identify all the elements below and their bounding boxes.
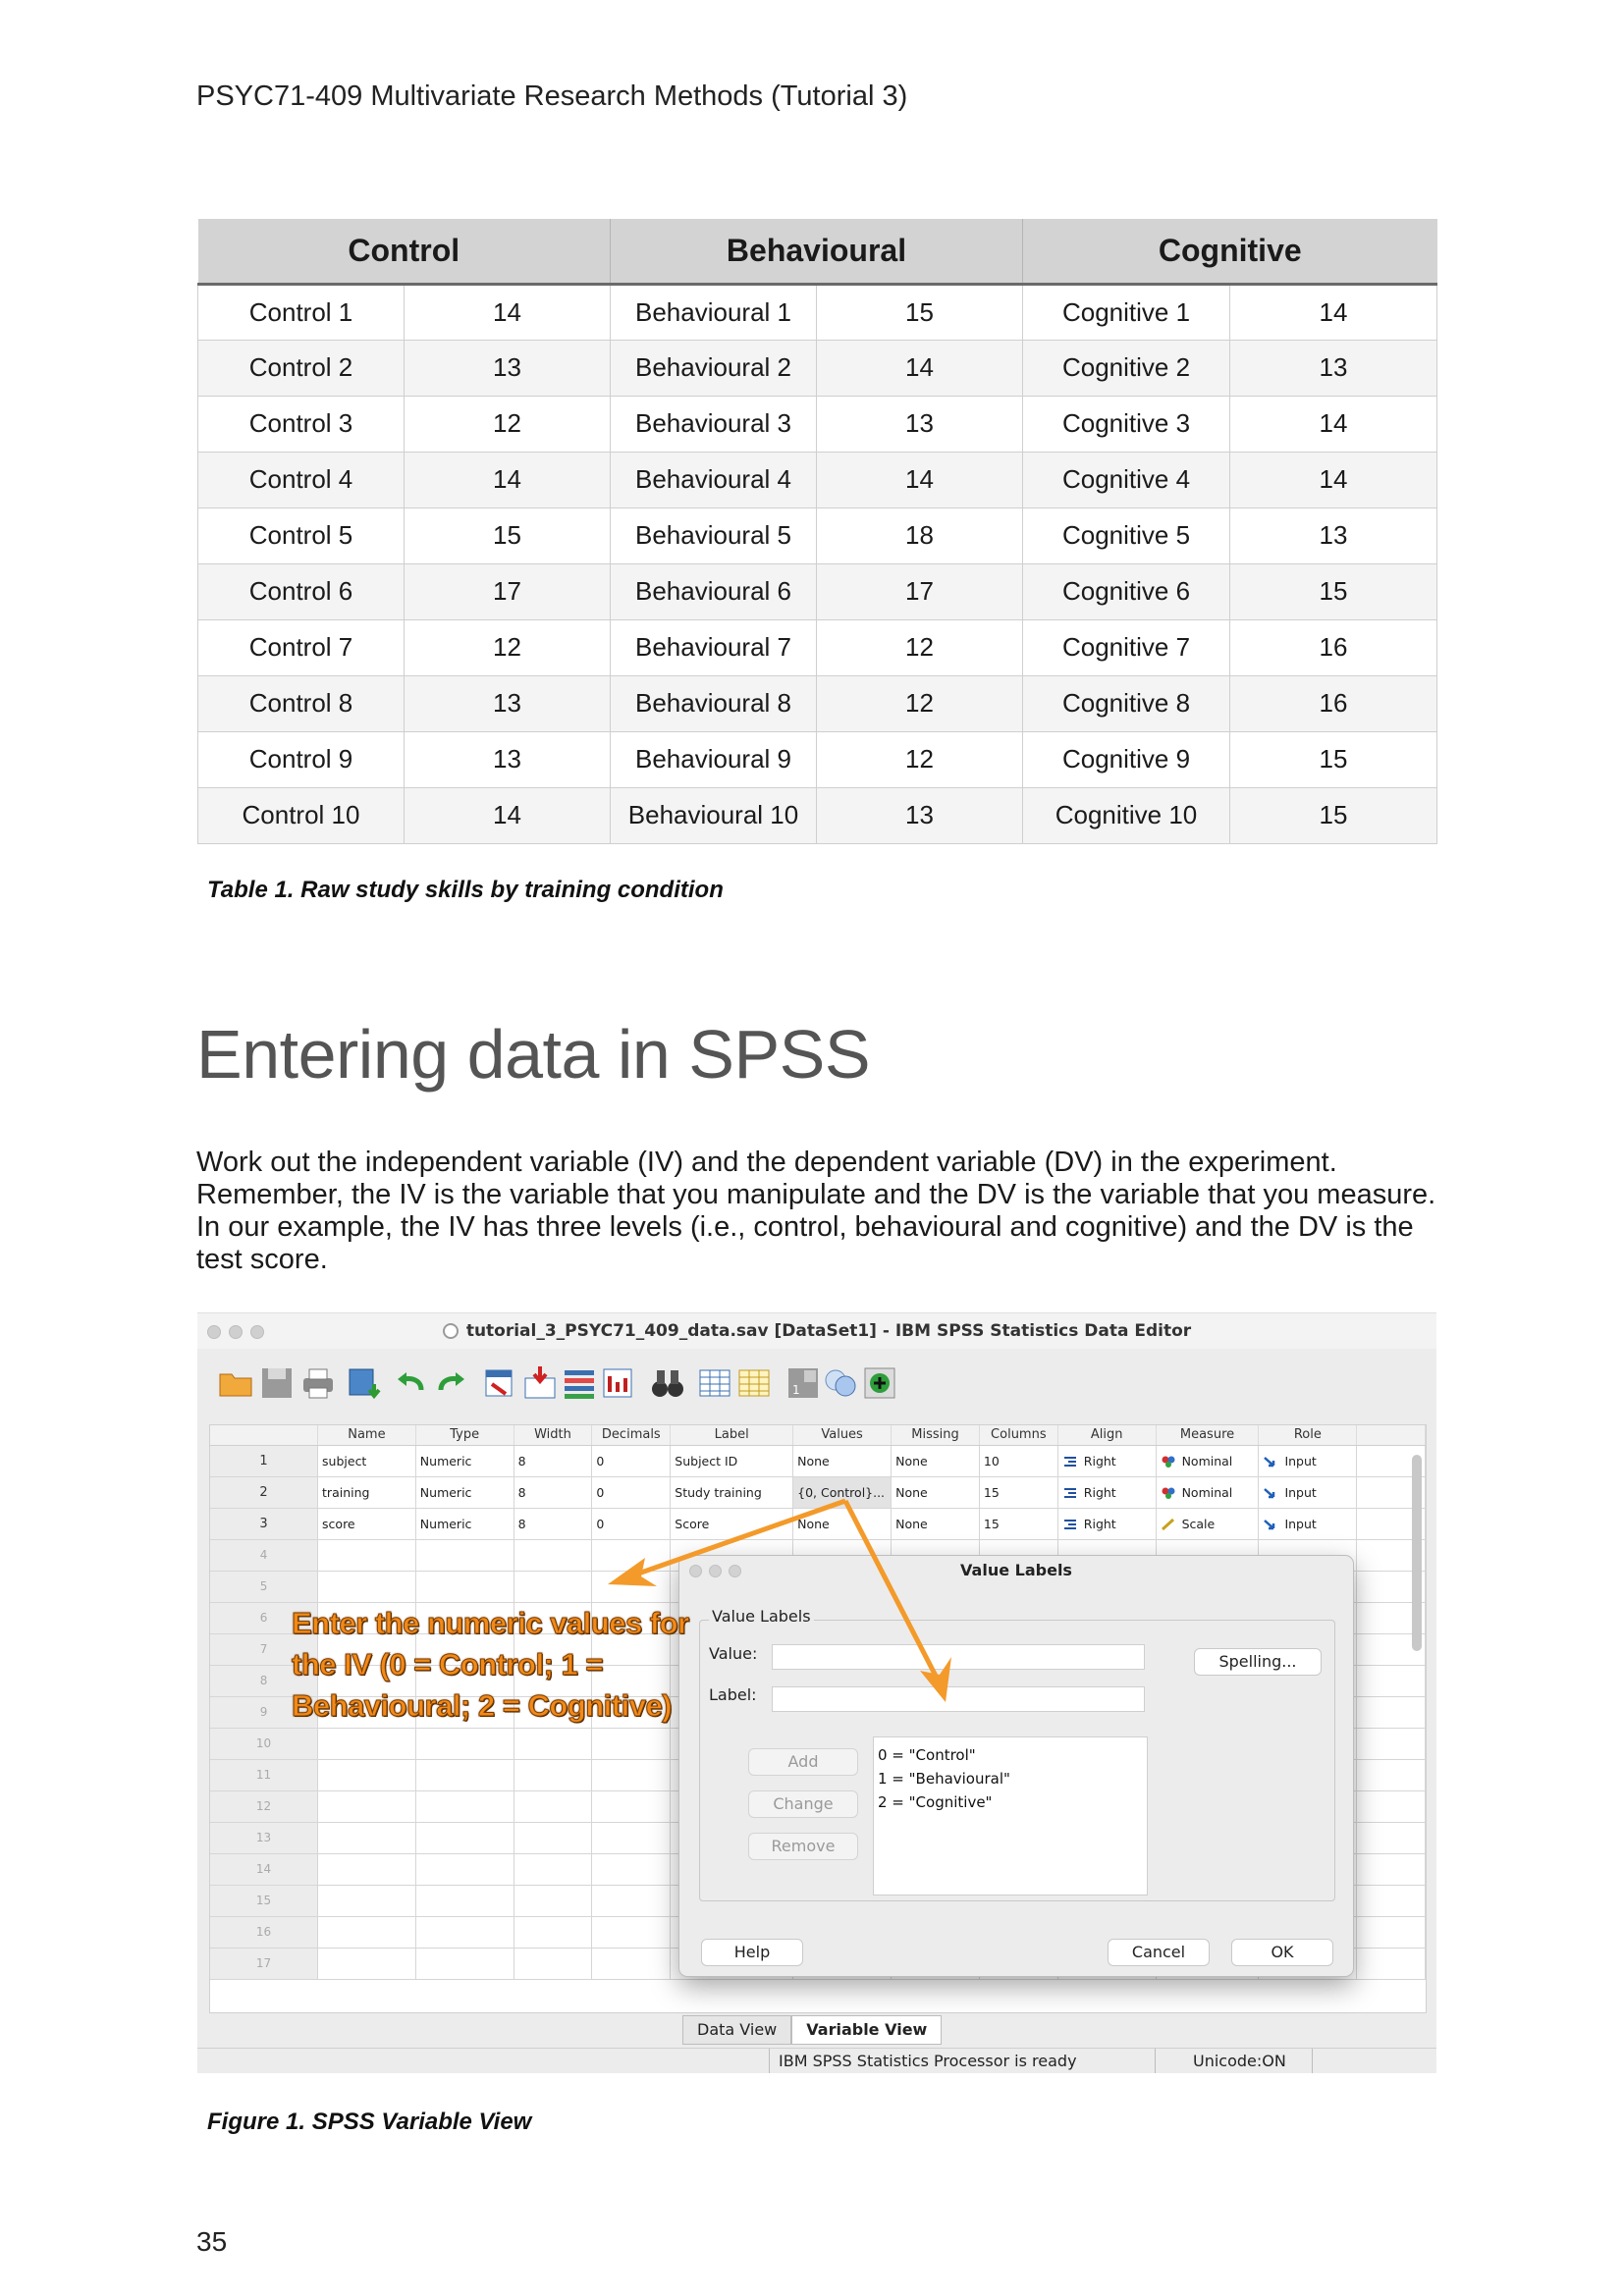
col-missing[interactable]: Missing [892,1425,980,1445]
status-separator [769,2049,770,2073]
col-decimals[interactable]: Decimals [592,1425,671,1445]
score-cell: 16 [1230,619,1437,675]
cell-columns[interactable] [979,1445,1057,1476]
empty-cell[interactable] [415,1916,514,1948]
score-cell: 14 [817,340,1023,396]
empty-cell[interactable] [592,1790,671,1822]
row-number[interactable]: 2 [210,1476,318,1508]
score-cell: 15 [1230,563,1437,619]
score-cell: 14 [1230,284,1437,340]
cell-label[interactable] [671,1508,793,1539]
cell-role-text: Input [1284,1516,1317,1531]
cell-width-text: 8 [517,1516,526,1531]
participant-cell: Cognitive 5 [1023,507,1230,563]
empty-cell[interactable] [514,1853,592,1885]
minimize-window-button[interactable] [229,1325,243,1339]
score-cell: 15 [817,284,1023,340]
annotation-callout: Enter the numeric values for the IV (0 = Control; 1 = Behavioural; 2 = Cognitive) [292,1606,689,1723]
input-role-icon [1263,1456,1278,1468]
participant-cell: Control 4 [198,452,405,507]
value-field-label: Value: [709,1644,758,1663]
table-row [198,619,1437,675]
col-role[interactable]: Role [1259,1425,1357,1445]
participant-cell: Behavioural 2 [611,340,817,396]
cell-align-text: Right [1083,1453,1116,1468]
row-number[interactable]: 16 [210,1916,318,1948]
empty-cell[interactable] [1357,1728,1426,1759]
empty-cell[interactable] [592,1571,671,1602]
run-descriptives-icon[interactable] [600,1364,637,1402]
processor-status: IBM SPSS Statistics Processor is ready [779,2052,1077,2070]
zoom-window-button[interactable] [250,1325,264,1339]
cell-width[interactable] [514,1476,592,1508]
row-number[interactable]: 13 [210,1822,318,1853]
empty-cell[interactable] [1357,1885,1426,1916]
cell-columns-text: 10 [983,1453,1000,1468]
row-number[interactable]: 1 [210,1445,318,1476]
cell-name[interactable] [318,1476,416,1508]
score-cell: 13 [1230,340,1437,396]
view-tabs [682,2015,942,2045]
participant-cell: Control 5 [198,507,405,563]
window-title: tutorial_3_PSYC71_409_data.sav [DataSet1] - IBM SPSS Statistics Data Editor [465,1321,1192,1341]
participant-cell: Behavioural 3 [611,396,817,452]
table-header-row [198,219,1437,284]
col-type[interactable]: Type [415,1425,514,1445]
participant-cell: Cognitive 6 [1023,563,1230,619]
table-row [198,340,1437,396]
cell-columns-text: 15 [983,1516,1000,1531]
variable-row[interactable] [210,1508,1426,1539]
redo-icon[interactable] [433,1364,470,1402]
participant-cell: Control 1 [198,284,405,340]
participant-cell: Control 6 [198,563,405,619]
print-icon[interactable] [299,1364,337,1402]
cell-type-text: Numeric [419,1516,472,1531]
empty-cell[interactable] [318,1916,416,1948]
spss-screenshot [197,1312,1436,2073]
cell-name[interactable] [318,1445,416,1476]
score-cell: 14 [405,284,611,340]
score-cell: 14 [405,787,611,843]
tab-variable-view[interactable]: Variable View [791,2015,942,2045]
svg-text:1: 1 [792,1383,800,1397]
table-row [198,787,1437,843]
empty-cell[interactable] [1357,1696,1426,1728]
cell-decimals-text: 0 [596,1484,605,1500]
table-row [198,452,1437,507]
row-number[interactable]: 14 [210,1853,318,1885]
row-number[interactable]: 11 [210,1759,318,1790]
score-cell: 17 [817,563,1023,619]
score-cell: 13 [405,675,611,731]
undo-icon[interactable] [392,1364,429,1402]
variable-header-row [210,1425,1426,1445]
empty-cell[interactable] [415,1853,514,1885]
cell-columns-text: 15 [983,1484,1000,1500]
empty-cell[interactable] [415,1759,514,1790]
raw-scores-table [197,219,1437,844]
value-input[interactable] [772,1644,1145,1670]
cell-name-text: score [322,1516,355,1531]
participant-cell: Behavioural 1 [611,284,817,340]
participant-cell: Control 10 [198,787,405,843]
score-cell: 13 [1230,507,1437,563]
cell-measure[interactable] [1156,1508,1259,1539]
table-row [198,563,1437,619]
participant-cell: Cognitive 8 [1023,675,1230,731]
cell-width-text: 8 [517,1453,526,1468]
close-window-button[interactable] [207,1325,221,1339]
cell-type[interactable] [415,1476,514,1508]
empty-cell[interactable] [318,1728,416,1759]
cell-decimals-text: 0 [596,1516,605,1531]
empty-cell[interactable] [1357,1822,1426,1853]
empty-cell[interactable] [514,1759,592,1790]
cell-type[interactable] [415,1445,514,1476]
empty-cell[interactable] [1357,1916,1426,1948]
score-cell: 13 [817,396,1023,452]
participant-cell: Cognitive 10 [1023,787,1230,843]
open-folder-icon[interactable] [217,1364,254,1402]
empty-cell[interactable] [318,1539,416,1571]
variable-row[interactable] [210,1445,1426,1476]
goto-variable-icon[interactable] [521,1364,559,1402]
participant-cell: Control 2 [198,340,405,396]
empty-cell[interactable] [592,1948,671,1979]
empty-cell[interactable] [415,1822,514,1853]
row-number[interactable]: 9 [210,1696,318,1728]
cell-values-text: None [797,1453,830,1468]
insert-variable-icon[interactable] [735,1364,773,1402]
col-align[interactable]: Align [1057,1425,1156,1445]
participant-cell: Behavioural 9 [611,731,817,787]
empty-cell[interactable] [514,1885,592,1916]
score-cell: 12 [817,619,1023,675]
value-labels-icon[interactable] [861,1364,898,1402]
header-behavioural: Behavioural [611,219,1023,284]
table-row [198,507,1437,563]
participant-cell: Control 8 [198,675,405,731]
cell-missing-text: None [895,1484,928,1500]
value-labels-list[interactable] [873,1736,1148,1896]
input-role-icon [1263,1519,1278,1530]
align-right-icon [1062,1519,1078,1530]
cell-missing[interactable] [892,1476,980,1508]
empty-cell[interactable] [318,1759,416,1790]
cell-values-text: None [797,1516,830,1531]
col-values[interactable]: Values [793,1425,892,1445]
cell-type-text: Numeric [419,1484,472,1500]
col-filler [1357,1425,1426,1445]
col-columns[interactable]: Columns [979,1425,1057,1445]
empty-cell[interactable] [318,1822,416,1853]
empty-cell[interactable] [592,1885,671,1916]
cell-decimals[interactable] [592,1508,671,1539]
empty-cell[interactable] [592,1853,671,1885]
score-cell: 17 [405,563,611,619]
row-number[interactable]: 4 [210,1539,318,1571]
cell-decimals[interactable] [592,1476,671,1508]
score-cell: 12 [817,675,1023,731]
score-cell: 14 [1230,396,1437,452]
score-cell: 15 [405,507,611,563]
status-separator [1312,2049,1313,2073]
document-icon [443,1323,459,1339]
section-heading: Entering data in SPSS [196,1016,871,1093]
status-bar [197,2048,1436,2073]
list-item[interactable]: 0 = "Control" [878,1746,976,1764]
score-cell: 15 [1230,787,1437,843]
header-control: Control [198,219,611,284]
empty-cell[interactable] [1357,1759,1426,1790]
variables-icon[interactable] [561,1364,598,1402]
value-labels-dialog [678,1555,1354,1977]
change-button[interactable]: Change [748,1790,858,1818]
scale-measure-icon [1161,1519,1176,1530]
cell-values[interactable] [793,1476,892,1508]
cancel-button[interactable]: Cancel [1108,1939,1210,1966]
label-field-label: Label: [709,1685,757,1704]
cell-name-text: subject [322,1453,367,1468]
cell-role[interactable] [1259,1476,1357,1508]
row-number[interactable]: 12 [210,1790,318,1822]
empty-cell[interactable] [514,1822,592,1853]
row-number[interactable]: 6 [210,1602,318,1633]
cell-values[interactable] [793,1445,892,1476]
participant-cell: Cognitive 3 [1023,396,1230,452]
row-number[interactable]: 10 [210,1728,318,1759]
cell-values[interactable] [793,1508,892,1539]
participant-cell: Behavioural 10 [611,787,817,843]
list-item[interactable]: 1 = "Behavioural" [878,1770,1010,1788]
score-cell: 13 [817,787,1023,843]
col-measure[interactable]: Measure [1156,1425,1259,1445]
empty-cell[interactable] [318,1790,416,1822]
col-width[interactable]: Width [514,1425,592,1445]
row-header-corner [210,1425,318,1445]
cell-label[interactable] [671,1445,793,1476]
cell-decimals-text: 0 [596,1453,605,1468]
participant-cell: Behavioural 7 [611,619,817,675]
cell-measure[interactable] [1156,1445,1259,1476]
cell-align-text: Right [1083,1516,1116,1531]
spelling-button[interactable]: Spelling... [1194,1648,1322,1676]
cell-role[interactable] [1259,1508,1357,1539]
empty-cell[interactable] [318,1885,416,1916]
empty-cell[interactable] [514,1790,592,1822]
cell-label-text: Study training [675,1484,762,1500]
running-head: PSYC71-409 Multivariate Research Methods (Tutorial 3) [196,80,908,112]
align-right-icon [1062,1456,1078,1468]
participant-cell: Behavioural 8 [611,675,817,731]
status-separator [1155,2049,1156,2073]
cell-role-text: Input [1284,1453,1317,1468]
cell-missing[interactable] [892,1508,980,1539]
col-label[interactable]: Label [671,1425,793,1445]
remove-button[interactable]: Remove [748,1833,858,1860]
empty-cell[interactable] [592,1539,671,1571]
unicode-status: Unicode:ON [1193,2052,1286,2070]
score-cell: 14 [1230,452,1437,507]
table-row [198,731,1437,787]
cell-label[interactable] [671,1476,793,1508]
cell-missing-text: None [895,1516,928,1531]
score-cell: 16 [1230,675,1437,731]
empty-cell[interactable] [514,1728,592,1759]
cell-label-text: Subject ID [675,1453,738,1468]
cell-missing[interactable] [892,1445,980,1476]
header-cognitive: Cognitive [1023,219,1437,284]
empty-cell[interactable] [1357,1948,1426,1979]
empty-cell[interactable] [1357,1853,1426,1885]
empty-cell[interactable] [514,1539,592,1571]
ok-button[interactable]: OK [1231,1939,1333,1966]
table-body [198,284,1437,843]
col-name[interactable]: Name [318,1425,416,1445]
cell-align[interactable] [1057,1476,1156,1508]
score-cell: 18 [817,507,1023,563]
insert-cases-icon[interactable] [696,1364,733,1402]
cell-values-text: {0, Control}... [797,1484,886,1500]
row-number[interactable]: 5 [210,1571,318,1602]
figure-caption: Figure 1. SPSS Variable View [207,2109,532,2135]
cell-type[interactable] [415,1508,514,1539]
participant-cell: Control 7 [198,619,405,675]
recall-dialog-icon[interactable] [347,1364,384,1402]
nominal-measure-icon [1161,1456,1176,1468]
empty-cell[interactable] [514,1948,592,1979]
empty-cell[interactable] [514,1571,592,1602]
score-cell: 12 [405,396,611,452]
empty-cell[interactable] [592,1916,671,1948]
score-cell: 13 [405,731,611,787]
empty-cell[interactable] [592,1822,671,1853]
participant-cell: Behavioural 4 [611,452,817,507]
align-right-icon [1062,1487,1078,1499]
participant-cell: Control 3 [198,396,405,452]
score-cell: 13 [405,340,611,396]
cell-label-text: Score [675,1516,710,1531]
cell-measure[interactable] [1156,1476,1259,1508]
row-number[interactable]: 8 [210,1665,318,1696]
score-cell: 15 [1230,731,1437,787]
table-row [198,284,1437,340]
score-cell: 14 [405,452,611,507]
empty-cell[interactable] [318,1948,416,1979]
row-number[interactable]: 15 [210,1885,318,1916]
empty-cell[interactable] [415,1571,514,1602]
table-row [198,396,1437,452]
nominal-measure-icon [1161,1487,1176,1499]
cell-name-text: training [322,1484,370,1500]
cell-measure-text: Nominal [1181,1453,1233,1468]
empty-cell[interactable] [415,1539,514,1571]
label-input[interactable] [772,1686,1145,1712]
help-button[interactable]: Help [701,1939,803,1966]
participant-cell: Cognitive 1 [1023,284,1230,340]
score-cell: 14 [817,452,1023,507]
empty-cell[interactable] [318,1571,416,1602]
empty-cell[interactable] [514,1916,592,1948]
variable-row[interactable] [210,1476,1426,1508]
toolbar [197,1349,1436,1414]
empty-cell[interactable] [415,1790,514,1822]
cell-decimals[interactable] [592,1445,671,1476]
empty-cell[interactable] [415,1885,514,1916]
empty-cell[interactable] [592,1759,671,1790]
empty-cell[interactable] [318,1853,416,1885]
cell-columns[interactable] [979,1476,1057,1508]
add-button[interactable]: Add [748,1748,858,1776]
empty-cell[interactable] [415,1728,514,1759]
cell-name[interactable] [318,1508,416,1539]
table-caption: Table 1. Raw study skills by training condition [207,877,724,903]
row-number[interactable]: 7 [210,1633,318,1665]
input-role-icon [1263,1487,1278,1499]
cell-align-text: Right [1083,1484,1116,1500]
cell-align[interactable] [1057,1445,1156,1476]
empty-cell[interactable] [1357,1665,1426,1696]
save-icon[interactable] [258,1364,296,1402]
participant-cell: Control 9 [198,731,405,787]
list-item[interactable]: 2 = "Cognitive" [878,1793,993,1811]
cell-width-text: 8 [517,1484,526,1500]
cell-type-text: Numeric [419,1453,472,1468]
row-number[interactable]: 3 [210,1508,318,1539]
window-titlebar [197,1313,1436,1349]
participant-cell: Cognitive 2 [1023,340,1230,396]
row-number[interactable]: 17 [210,1948,318,1979]
participant-cell: Cognitive 4 [1023,452,1230,507]
participant-cell: Cognitive 7 [1023,619,1230,675]
participant-cell: Behavioural 6 [611,563,817,619]
cell-missing-text: None [895,1453,928,1468]
find-binoculars-icon[interactable] [649,1364,686,1402]
cell-measure-text: Nominal [1181,1484,1233,1500]
cell-role[interactable] [1259,1445,1357,1476]
empty-cell[interactable] [415,1948,514,1979]
empty-cell[interactable] [592,1728,671,1759]
cell-width[interactable] [514,1508,592,1539]
tab-data-view[interactable]: Data View [682,2015,791,2045]
score-cell: 12 [405,619,611,675]
table-row [198,675,1437,731]
cell-align[interactable] [1057,1508,1156,1539]
participant-cell: Behavioural 5 [611,507,817,563]
goto-case-icon[interactable] [482,1364,519,1402]
participant-cell: Cognitive 9 [1023,731,1230,787]
cell-measure-text: Scale [1181,1516,1216,1531]
body-paragraph: Work out the independent variable (IV) and the dependent variable (DV) in the experiment. Remember, the IV is the variable that you manipulate and the DV is the variable that you measure. In our example, the IV has three levels (i.e., control, behavioural and cognitive) and the DV is the test score. [196,1147,1436,1275]
page-number: 35 [196,2226,228,2257]
vertical-scrollbar[interactable] [1412,1455,1422,1651]
score-cell: 12 [817,731,1023,787]
cell-columns[interactable] [979,1508,1057,1539]
group-label: Value Labels [709,1607,814,1626]
split-file-icon[interactable] [784,1364,822,1402]
empty-cell[interactable] [1357,1790,1426,1822]
cell-width[interactable] [514,1445,592,1476]
cell-role-text: Input [1284,1484,1317,1500]
dialog-title: Value Labels [960,1561,1072,1579]
select-cases-icon[interactable] [822,1364,859,1402]
